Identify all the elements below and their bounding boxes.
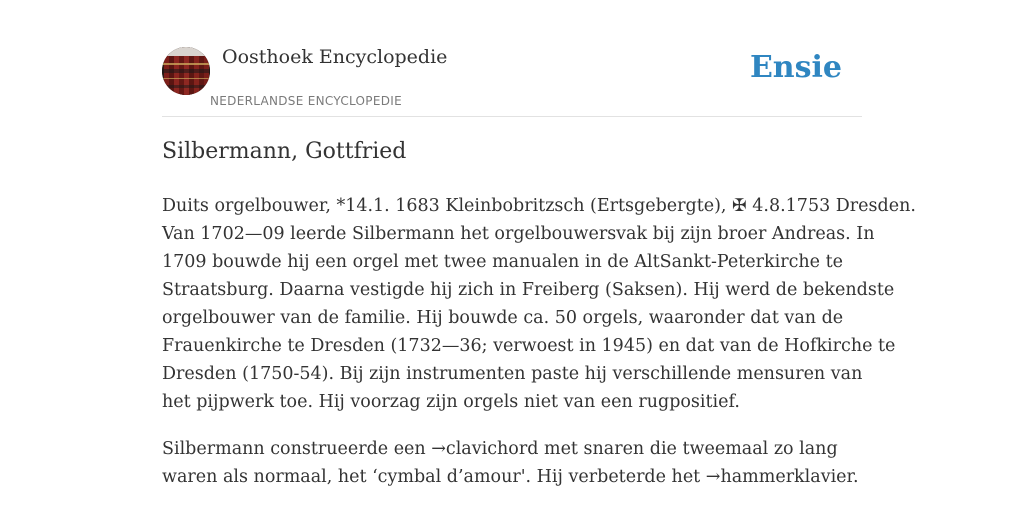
text-line: Duits orgelbouwer, *14.1. 1683 Kleinbobritzsch (Ertsgebergte), ✠ 4.8.1753 Dresden. [162,196,916,216]
paragraph-biography [162,192,916,416]
text-fragment: . [852,467,859,487]
text-line: het pijpwerk toe. Hij voorzag zijn orgels niet van een rugpositief. [162,392,740,412]
text-line [162,435,866,463]
text-fragment: met snaren die tweemaal zo lang [538,439,838,459]
text-fragment: Silbermann construeerde een [162,439,432,459]
entry-body [162,192,916,510]
text-line: orgelbouwer van de familie. Hij bouwde ca. 50 orgels, waaronder dat van de [162,308,844,328]
site-subtitle: NEDERLANDSE ENCYCLOPEDIE [210,94,402,108]
link-hammerklavier[interactable]: →hammerklavier [705,467,853,487]
paragraph-instruments [162,435,866,491]
text-line: Van 1702—09 leerde Silbermann het orgelbouwersvak bij zijn broer Andreas. In [162,224,875,244]
entry-title: Silbermann, Gottfried [162,139,407,164]
text-line: Frauenkirche te Dresden (1732—36; verwoest in 1945) en dat van de Hofkirche te [162,336,896,356]
text-line: 1709 bouwde hij een orgel met twee manualen in de AltSankt-Peterkirche te [162,252,843,272]
link-clavichord[interactable]: →clavichord [431,439,539,459]
text-line [162,463,866,491]
encyclopedia-books-icon[interactable] [162,47,210,95]
text-line: Straatsburg. Daarna vestigde hij zich in Freiberg (Saksen). Hij werd de bekendste [162,280,895,300]
site-header [162,40,862,117]
text-fragment: waren als normaal, het ‘cymbal d’amour'. Hij verbeterde het [162,467,706,487]
text-line: Dresden (1750-54). Bij zijn instrumenten paste hij verschillende mensuren van [162,364,863,384]
site-title[interactable]: Oosthoek Encyclopedie [222,46,448,68]
ensie-logo-link[interactable]: Ensie [749,50,842,85]
